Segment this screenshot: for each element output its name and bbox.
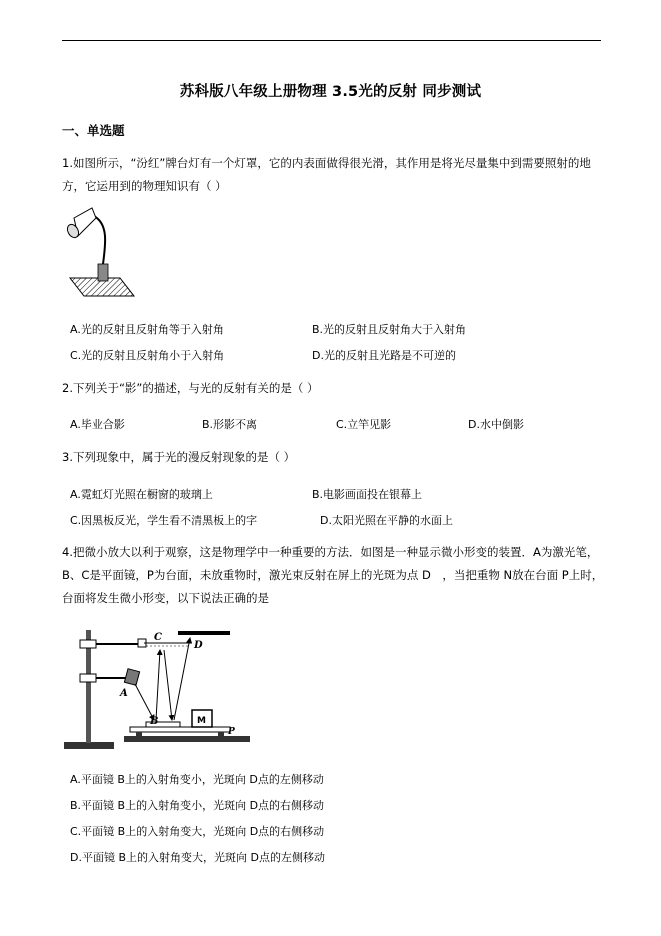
question-2-stem: 2.下列关于“影”的描述，与光的反射有关的是（ ） (62, 381, 319, 395)
question-3-option-a: A.霓虹灯光照在橱窗的玻璃上 (70, 488, 213, 501)
question-1-stem: 1.如图所示，“汾红”牌台灯有一个灯罩，它的内表面做得很光滑，其作用是将光尽量集中到需要照射的地方，它运用到的物理知识有（ ） (62, 156, 591, 193)
document-title: 苏科版八年级上册物理 3.5光的反射 同步测试 (179, 84, 482, 100)
header-rule (62, 40, 601, 41)
question-3-option-d: D.太阳光照在平静的水面上 (320, 514, 453, 527)
question-1-option-d: D.光的反射且光路是不可逆的 (312, 349, 456, 362)
question-2-option-d: D.水中倒影 (468, 418, 524, 431)
label-m: M (197, 716, 206, 726)
desk-lamp-figure (62, 206, 140, 300)
question-1-option-b: B.光的反射且反射角大于入射角 (312, 323, 467, 336)
label-c: C (154, 632, 162, 643)
question-4-option-a: A.平面镜 B上的入射角变小，光斑向 D点的左侧移动 (70, 773, 324, 786)
label-a: A (120, 688, 128, 699)
laser-deformation-apparatus-figure (62, 622, 252, 752)
question-2-option-a: A.毕业合影 (70, 418, 125, 431)
question-2-option-c: C.立竿见影 (336, 418, 392, 431)
label-p: P (228, 727, 235, 737)
question-1-option-c: C.光的反射且反射角小于入射角 (70, 349, 225, 362)
section-heading: 一、单选题 (62, 123, 125, 138)
question-4-option-c: C.平面镜 B上的入射角变大，光斑向 D点的右侧移动 (70, 825, 325, 838)
question-3-option-c: C.因黑板反光，学生看不清黑板上的字 (70, 514, 258, 527)
question-1-option-a: A.光的反射且反射角等于入射角 (70, 323, 224, 336)
label-d: D (194, 640, 203, 651)
question-2-option-b: B.形影不离 (202, 418, 258, 431)
question-4-stem: 4.把微小放大以利于观察，这是物理学中一种重要的方法．如图是一种显示微小形变的装置．A为激光笔，B、C是平面镜，P为台面，未放重物时，激光束反射在屏上的光斑为点 D ，当把重物 N放在台面 P上时，台面将发生微小形变，以下说法正确的是 (62, 545, 604, 605)
question-4-option-b: B.平面镜 B上的入射角变小，光斑向 D点的右侧移动 (70, 799, 325, 812)
question-3-stem: 3.下列现象中，属于光的漫反射现象的是（ ） (62, 450, 296, 464)
question-4-option-d: D.平面镜 B上的入射角变大，光斑向 D点的左侧移动 (70, 851, 325, 864)
question-3-option-b: B.电影画面投在银幕上 (312, 488, 423, 501)
label-b: B (150, 716, 159, 727)
